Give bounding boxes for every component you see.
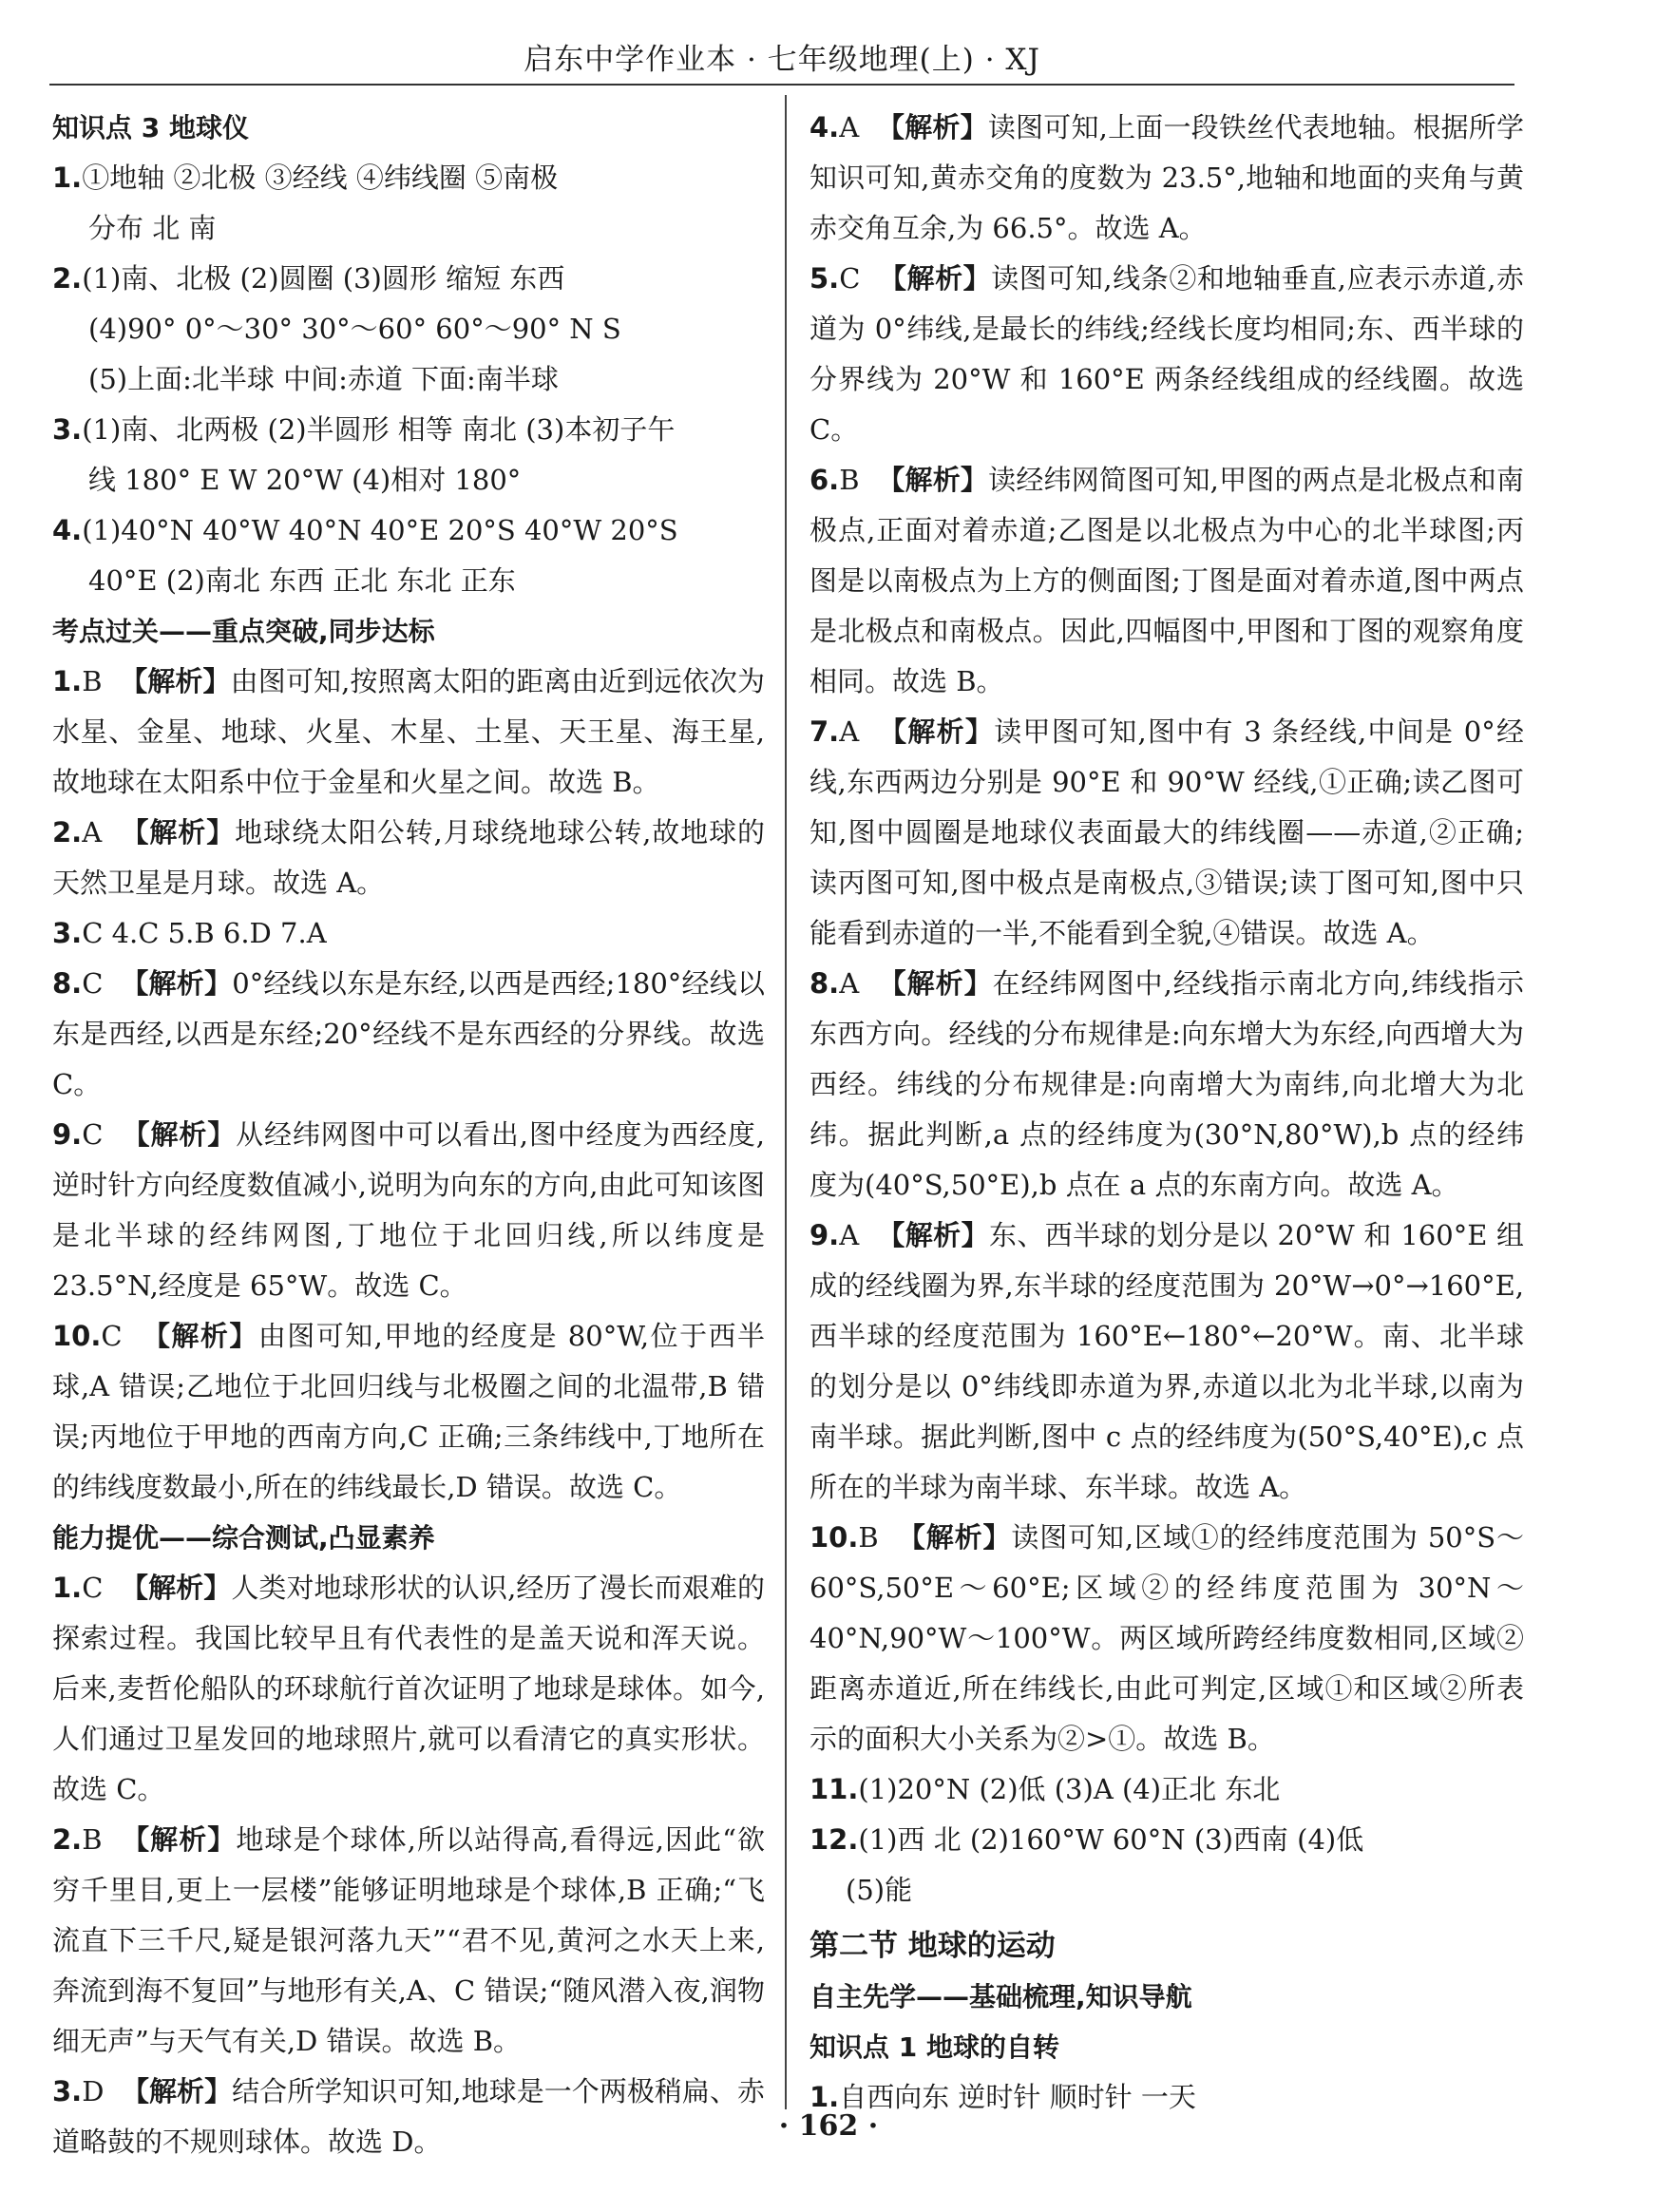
answer-item	[52, 908, 765, 959]
item-number: 3.	[52, 413, 83, 446]
answer-item	[809, 1764, 1524, 1815]
answer-letter: A	[82, 816, 103, 849]
item-number: 3.	[52, 917, 83, 949]
section-title-sec2: 考点过关——重点突破,同步达标	[52, 616, 435, 647]
item-number: 9.	[52, 1118, 83, 1151]
item-number: 6.	[809, 464, 840, 496]
item-continuation: 分布 北 南	[88, 212, 217, 244]
right-column	[809, 103, 1524, 2123]
answer-letter: A	[839, 715, 860, 748]
analysis-label: 【解析】	[878, 262, 992, 295]
item-number: 1.	[52, 1572, 83, 1604]
item-number: 5.	[809, 262, 840, 295]
answer-item	[809, 1211, 1524, 1513]
chapter-title: 第二节 地球的运动	[809, 1929, 1056, 1963]
item-number: 4.	[809, 111, 840, 143]
section-title-self-study: 自主先学——基础梳理,知识导航	[809, 1981, 1192, 2012]
answer-item	[52, 1110, 765, 1311]
item-text: (1)南、北极 (2)圆圈 (3)圆形 缩短 东西	[82, 262, 565, 295]
item-text: (1)西 北 (2)160°W 60°N (3)西南 (4)低	[858, 1823, 1364, 1856]
answer-item	[809, 959, 1524, 1211]
analysis-label: 【解析】	[121, 967, 233, 1000]
answer-item	[52, 1311, 765, 1513]
item-number: 7.	[809, 715, 840, 748]
explanation: 读图可知,上面一段铁丝代表地轴。根据所学知识可知,黄赤交角的度数为 23.5°,地轴和地面的夹角与黄赤交角互余,为 66.5°。故选 A。	[809, 111, 1524, 244]
item-number: 4.	[52, 514, 83, 546]
section-title-sec3: 能力提优——综合测试,凸显素养	[52, 1522, 435, 1554]
answer-item	[52, 808, 765, 908]
analysis-label: 【解析】	[142, 1320, 258, 1352]
item-text: (1)20°N (2)低 (3)A (4)正北 东北	[858, 1773, 1281, 1805]
item-number: 1.	[809, 2081, 840, 2113]
explanation: 0°经线以东是东经,以西是西经;180°经线以东是西经,以西是东经;20°经线不是东西经的分界线。故选 C。	[52, 967, 765, 1100]
item-text: 自西向东 逆时针 顺时针 一天	[839, 2081, 1196, 2113]
answer-item	[809, 254, 1524, 455]
answer-item	[809, 455, 1524, 707]
item-number: 2.	[52, 816, 83, 849]
item-number: 12.	[809, 1823, 859, 1856]
item-number: 3.	[52, 2075, 83, 2107]
item-number: 10.	[809, 1521, 859, 1554]
item-text: (1)40°N 40°W 40°N 40°E 20°S 40°W 20°S	[82, 514, 678, 546]
explanation: 结合所学知识可知,地球是一个两极稍扁、赤道略鼓的不规则球体。故选 D。	[52, 2075, 765, 2158]
answer-item	[809, 1815, 1524, 1916]
explanation: 人类对地球形状的认识,经历了漫长而艰难的探索过程。我国比较早且有代表性的是盖天说和浑天说。后来,麦哲伦船队的环球航行首次证明了地球是球体。如今,人们通过卫星发回的地球照片,就可以看清它的真实形状。故选 C。	[52, 1572, 765, 1805]
answer-item	[52, 1815, 765, 2067]
item-text: ①地轴 ②北极 ③经线 ④纬线圈 ⑤南极	[82, 162, 559, 194]
answer-letter: D	[82, 2075, 105, 2107]
analysis-label: 【解析】	[897, 1521, 1012, 1554]
analysis-label: 【解析】	[121, 1572, 232, 1604]
answer-letter: A	[839, 1219, 860, 1251]
column-divider	[785, 95, 787, 2109]
answer-letter: C	[82, 967, 104, 1000]
item-number: 1.	[52, 162, 83, 194]
explanation: 地球绕太阳公转,月球绕地球公转,故地球的天然卫星是月球。故选 A。	[52, 816, 766, 899]
analysis-label: 【解析】	[877, 111, 988, 143]
item-number: 2.	[52, 262, 83, 295]
analysis-label: 【解析】	[121, 816, 236, 849]
explanation: 东、西半球的划分是以 20°W 和 160°E 组成的经线圈为界,东半球的经度范围为 20°W→0°→160°E,西半球的经度范围为 160°E←180°←20°W。南、北半球的划分是以 0°纬线即赤道为界,赤道以北为北半球,以南为南半球。据此判断,图中 c 点的经纬度为(50°S,40°E),c 点所在的半球为南半球、东半球。故选 A。	[809, 1219, 1524, 1503]
item-number: 11.	[809, 1773, 859, 1805]
answer-letter: C	[101, 1320, 123, 1352]
explanation: 读甲图可知,图中有 3 条经线,中间是 0°经线,东西两边分别是 90°E 和 90°W 经线,①正确;读乙图可知,图中圆圈是地球仪表面最大的纬线圈——赤道,②正确;读丙图可知,图中极点是南极点,③错误;读丁图可知,图中只能看到赤道的一半,不能看到全貌,④错误。故选 A。	[809, 715, 1524, 949]
answer-item	[809, 707, 1524, 959]
item-continuation: (4)90° 0°～30° 30°～60° 60°～90° N S	[88, 313, 621, 345]
section-title-kp1: 知识点 1 地球的自转	[809, 2031, 1059, 2063]
answer-letter: B	[858, 1521, 879, 1554]
explanation: 在经纬网图中,经线指示南北方向,纬线指示东西方向。经线的分布规律是:向东增大为东经,向西增大为西经。纬线的分布规律是:向南增大为南纬,向北增大为北纬。据此判断,a 点的经纬度为(30°N,80°W),b 点的经纬度为(40°S,50°E),b 点在 a 点的东南方向。故选 A。	[809, 967, 1524, 1201]
analysis-label: 【解析】	[120, 665, 231, 697]
answer-letter: B	[839, 464, 860, 496]
analysis-label: 【解析】	[122, 1823, 237, 1856]
left-column	[52, 103, 765, 2167]
item-continuation: 40°E (2)南北 东西 正北 东北 正东	[88, 564, 516, 597]
explanation: 由图可知,按照离太阳的距离由近到远依次为水星、金星、地球、火星、木星、土星、天王星、海王星,故地球在太阳系中位于金星和火星之间。故选 B。	[52, 665, 765, 798]
item-text: C 4.C 5.B 6.D 7.A	[82, 917, 327, 949]
analysis-label: 【解析】	[877, 1219, 989, 1251]
analysis-label: 【解析】	[878, 967, 993, 1000]
item-number: 10.	[52, 1320, 102, 1352]
explanation: 由图可知,甲地的经度是 80°W,位于西半球,A 错误;乙地位于北回归线与北极圈之间的北温带,B 错误;丙地位于甲地的西南方向,C 正确;三条纬线中,丁地所在的纬线度数最小,所在的纬线最长,D 错误。故选 C。	[52, 1320, 766, 1503]
answer-item	[52, 959, 765, 1110]
answer-item	[52, 657, 765, 808]
analysis-label: 【解析】	[879, 715, 995, 748]
answer-letter: B	[82, 665, 103, 697]
item-number: 9.	[809, 1219, 840, 1251]
item-text: (1)南、北两极 (2)半圆形 相等 南北 (3)本初子午	[82, 413, 676, 446]
answer-item	[52, 1563, 765, 1815]
answer-item	[52, 405, 765, 505]
explanation: 读图可知,线条②和地轴垂直,应表示赤道,赤道为 0°纬线,是最长的纬线;经线长度均相同;东、西半球的分界线为 20°W 和 160°E 两条经线组成的经线圈。故选 C。	[809, 262, 1525, 446]
answer-letter: C	[839, 262, 861, 295]
page-number: · 162 ·	[778, 2109, 879, 2143]
answer-letter: B	[82, 1823, 103, 1856]
analysis-label: 【解析】	[122, 1118, 237, 1151]
explanation: 读图可知,区域①的经纬度范围为 50°S～60°S,50°E～60°E;区域②的经纬度范围为 30°N～40°N,90°W～100°W。两区域所跨经纬度数相同,区域②距离赤道近,所在纬线长,由此可判定,区域①和区域②所表示的面积大小关系为②>①。故选 B。	[809, 1521, 1524, 1755]
item-continuation: 线 180° E W 20°W (4)相对 180°	[88, 464, 522, 496]
answer-item	[52, 254, 765, 405]
explanation: 从经纬网图中可以看出,图中经度为西经度,逆时针方向经度数值减小,说明为向东的方向,由此可知该图是北半球的经纬网图,丁地位于北回归线,所以纬度是 23.5°N,经度是 65°W。故选 C。	[52, 1118, 766, 1302]
answer-item	[52, 505, 765, 606]
answer-letter: A	[839, 967, 860, 1000]
answer-letter: C	[82, 1118, 104, 1151]
section-title-kp3: 知识点 3 地球仪	[52, 112, 249, 143]
answer-item	[52, 153, 765, 254]
analysis-label: 【解析】	[877, 464, 989, 496]
item-number: 1.	[52, 665, 83, 697]
book-title: 启东中学作业本 · 七年级地理(上) · XJ	[524, 43, 1040, 77]
item-number: 8.	[52, 967, 83, 1000]
item-continuation: (5)上面:北半球 中间:赤道 下面:南半球	[88, 363, 559, 395]
answer-item	[809, 1513, 1524, 1764]
answer-item	[809, 103, 1524, 254]
answer-letter: A	[839, 111, 860, 143]
explanation: 读经纬网简图可知,甲图的两点是北极点和南极点,正面对着赤道;乙图是以北极点为中心的北半球图;丙图是以南极点为上方的侧面图;丁图是面对着赤道,图中两点是北极点和南极点。因此,四幅图中,甲图和丁图的观察角度相同。故选 B。	[809, 464, 1524, 697]
explanation: 地球是个球体,所以站得高,看得远,因此“欲穷千里目,更上一层楼”能够证明地球是个球体,B 正确;“飞流直下三千尺,疑是银河落九天”“君不见,黄河之水天上来,奔流到海不复回”与地形有关,A、C 错误;“随风潜入夜,润物细无声”与天气有关,D 错误。故选 B。	[52, 1823, 765, 2057]
item-number: 2.	[52, 1823, 83, 1856]
analysis-label: 【解析】	[121, 2075, 233, 2107]
answer-letter: C	[82, 1572, 104, 1604]
page-header	[49, 34, 1514, 86]
item-number: 8.	[809, 967, 840, 1000]
item-continuation: (5)能	[846, 1874, 913, 1906]
